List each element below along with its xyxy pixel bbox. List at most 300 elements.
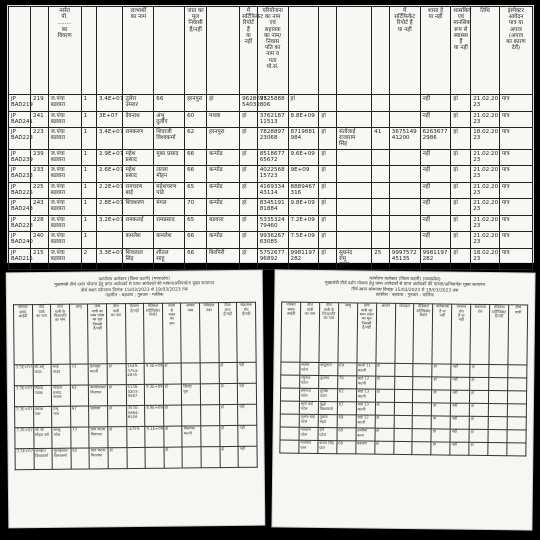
column-header: तीर्थ यात्री का मध्य प्रदेश का मूल निवासी हैं/नहीं [88,303,107,363]
table-cell: 76 [337,375,356,388]
table-cell: हां [240,128,258,150]
table-cell [488,416,507,429]
table-cell: नहीं [237,362,256,383]
table-cell: पात्र [499,199,532,216]
table-cell: नहीं [450,442,469,455]
table-cell: हां [470,390,489,403]
table-cell [412,428,431,441]
table-cell: 9981197 282 [420,248,451,270]
column-header: मोबाइल [394,303,414,363]
table-cell [336,166,371,183]
table-cell: 8889467 316 [288,182,319,199]
table-cell: गुलाब मेहरा [318,414,337,427]
table-cell: बुद्धा विश्वकर्मा [318,401,337,414]
table-cell: हां [164,447,183,468]
table-cell: हां [319,128,337,150]
table-cell: हां [451,95,471,112]
table-cell: पात्र [499,248,532,270]
table-cell: 9.6E+09 [288,149,319,166]
column-header: परिवार समग्र आईडी [281,302,301,362]
table-cell [372,95,390,112]
table-cell: 21.02.20 23 [471,111,500,128]
table-cell: हां [432,402,451,415]
left-document-caption [7,271,262,300]
table-cell: हां [374,441,393,454]
column-header: परिवार समग्र आईडी [14,304,33,364]
table-cell [281,375,300,388]
table-cell: 66 [185,149,207,166]
table-cell: हां [432,376,451,389]
table-cell [280,427,299,440]
caption-line: तहसील - बड़वारा ; गुरुवार - मालिक [375,292,434,299]
table-cell [201,425,220,446]
table-cell: 8.9E+09 [145,405,164,426]
table-row [9,248,533,270]
caption-line: कार्यालय कलेक्टर (जिला कटनी) (मध्यप्रदेश) [98,276,170,283]
table-cell: 3.3E+07 [15,427,34,448]
table-cell: 8.8E+09 [288,111,319,128]
column-header: मोबाइल नंबर [200,302,219,362]
table-cell: 66 [185,166,207,183]
table-cell [201,446,220,467]
table-row [15,404,257,428]
table-row [9,166,533,183]
table-cell: हां [108,405,127,426]
table-cell: हरनपुरा [185,95,207,112]
table-cell: हां [319,182,337,199]
table-cell [372,111,390,128]
column-header: नर्सरा पी. ........ का विवरण [48,7,81,95]
table-cell: हां [451,166,471,183]
table-cell: शीतल साहू [154,248,185,270]
table-cell: नहीं [238,425,257,446]
table-cell: हां [319,248,337,270]
table-cell: 9981197 282 [288,248,319,270]
table-cell: 25 [372,248,390,270]
table-cell: 5138- 0203- 9587 [126,384,145,405]
table-cell: 3E+07 [97,111,123,128]
table-cell: हां [219,362,238,383]
table-row [14,362,256,386]
table-cell: संतोलाई राजाराम सिंह [336,128,371,150]
table-cell: हां [451,248,471,270]
table-cell [182,362,201,383]
column-header: परिचारक हैं या नहीं [432,303,452,363]
table-row [15,425,257,449]
table-cell [389,182,420,199]
column-header: संक्रामक रोग [470,304,490,364]
table-cell: बुधराम [318,375,337,388]
table-cell: पात्र [499,128,532,150]
column-header: में सर्टिफिकेट रिपोर्ट हैं या नहीं [389,7,420,95]
table-cell: JP BAD240 [9,232,31,249]
table-cell: मुलाईलाल विश्वकर्मा [52,448,71,469]
table-cell [372,182,390,199]
column-header: आधार [376,303,396,363]
table-cell: हां [470,364,489,377]
table-cell: शिवलाल सिंह [123,248,154,270]
table-cell: सुधनंद रामू पुरवा [336,248,371,270]
table-cell: 21.02.20 23 [471,182,500,199]
table-cell [507,416,526,429]
table-cell: 2.8E+07 [97,199,123,216]
table-cell: 21.02.20 23 [471,149,500,166]
right-document [272,270,534,529]
table-cell: हां [163,405,182,426]
table-cell: हां [319,149,337,166]
table-cell: 21.02.20 23 [471,215,500,232]
table-cell [336,111,371,128]
applicant-table-top [8,6,533,270]
column-header: आधार नंबर [181,302,200,362]
table-cell: 1 [81,182,96,199]
table-cell: मरई यादव [51,364,70,385]
table-cell [127,447,146,468]
table-cell: 3.2E+07 [97,215,123,232]
table-cell: 3.4E+07 [97,128,123,150]
table-cell: JP BAD223 [9,128,31,150]
table-cell: JP BAD241 [9,111,31,128]
table-cell [489,364,508,377]
table-cell: श्री अमृ यादव [33,364,52,385]
table-cell [394,402,413,415]
table-cell: हां [108,426,127,447]
caption-line: तहसील - बड़वारा ; गुरुवार - मालिक [105,292,164,299]
table-cell: हां [469,416,488,429]
table-cell: हां [451,128,471,150]
table-cell: JP BAD225 [9,182,31,199]
table-cell: महेशचरण पांडे [154,182,185,199]
table-cell: ग्राम कटवा विलायत [89,447,108,468]
table-cell: रामकलई [123,215,154,232]
table-cell: हां [375,402,394,415]
table-cell: 7828897 23068 [257,128,288,150]
table-cell: संतोष पटेल [300,362,319,375]
table-cell: हां [240,232,258,249]
table-cell: नहीं [451,364,470,377]
table-cell: 60 [185,111,207,128]
table-cell: 2.2E+07 [97,182,123,199]
table-cell: 5752677 96892 [257,248,288,270]
table-cell: 4022568 15723 [257,166,288,183]
table-cell: JP BAD215 [9,248,31,270]
table-cell: हां [470,403,489,416]
column-header [81,7,96,95]
caption-line: तीर्थ स्थान सोमनाथ दिनांक 15/03/2023 से 19/03/2023 तक [351,287,459,294]
table-cell: नहीं [420,149,451,166]
table-cell: हां [240,248,258,270]
table-cell: हां [240,166,258,183]
table-cell [372,166,390,183]
table-cell: मधवा [207,111,240,128]
column-header: तीर्थ यात्री के पिता/पति का नाम [319,302,339,362]
column-header: तीर्थ यात्री का नाम [32,304,51,364]
table-row [9,215,533,232]
table-cell [201,404,220,425]
table-row [9,182,533,199]
table-cell: 62 [71,448,90,469]
table-cell: हां [240,149,258,166]
table-cell: 8345191 81884 [257,199,288,216]
table-cell: ज.पंचा बडवारा [48,232,81,249]
table-cell: हरि पटेल [318,427,337,440]
table-cell: 21.02.20 23 [471,232,500,249]
table-cell: पात्र [499,215,532,232]
table-cell [280,388,299,401]
table-cell: बडवारा [207,215,240,232]
table-cell: 62 [337,388,356,401]
table-cell: हां [207,95,240,112]
table-cell: नहीं [420,215,451,232]
table-cell [507,429,526,442]
column-header: लाभार्थी का नाम [123,7,154,95]
table-cell: नहीं [420,182,451,199]
table-cell: 1 [81,232,96,249]
column-header: आयु [69,304,88,364]
column-header [372,7,390,95]
table-cell: रामचरण बाई [123,182,154,199]
table-cell [394,415,413,428]
column-header: संक्रामक रोग हैं/नहीं [237,302,256,362]
table-cell: JP BAD243 [9,199,31,216]
table-cell: नहीं [420,199,451,216]
table-cell: 67 [70,406,89,427]
table-cell: हां [107,363,126,384]
table-cell: 9628695 54032 [240,95,258,112]
table-cell [336,149,371,166]
table-cell: -4759- [126,426,145,447]
table-cell [389,232,420,249]
table-cell: मुका प्रसाद [154,149,185,166]
table-cell: 9E+09 [288,166,319,183]
column-header: टीका लगा हैं/नहीं [218,302,237,362]
table-cell: हां [108,447,127,468]
table-cell [200,362,219,383]
table-cell [413,389,432,402]
table-cell: महेश प्रसाद [123,149,154,166]
table-cell: ग्राम कटवा विलायत [89,426,108,447]
table-row [9,95,533,112]
table-cell: पात्र [499,182,532,199]
table-cell: हरनपुरा कटनी [89,363,108,384]
applicant-table-right [279,301,528,456]
table-cell: 21.02.20 23 [471,95,500,112]
table-cell: मंगल [154,199,185,216]
table-cell: हां [451,232,471,249]
table-cell: हां [240,199,258,216]
table-cell: नहीं [238,446,257,467]
table-cell: 68 [337,414,356,427]
table-cell: हां [163,384,182,405]
table-cell: 8719881 984 [288,128,319,150]
table-cell: 7.5E+09 [288,232,319,249]
table-cell: रामकरण [123,128,154,150]
table-cell [372,199,390,216]
table-cell: महेश प्रसाद [123,166,154,183]
table-cell: माली 11 कटनी [356,363,375,376]
table-cell [413,376,432,389]
table-cell: नहीं [420,95,451,112]
column-header [207,7,240,95]
table-cell: 3.3E+07 [14,385,33,406]
table-cell: 60 [337,440,356,453]
table-cell: कमल सिंह पाल [318,440,337,453]
column-header [31,7,49,95]
table-cell: तुलसा पटेल [318,388,337,401]
table-cell: 65 [185,215,207,232]
table-cell: 239 [31,149,49,166]
table-cell: पात्र [499,95,532,112]
table-cell: 66 [185,232,207,249]
table-cell: 9997572 45135 [389,248,420,270]
table-cell: बार्ड 13 कटनी [356,402,375,415]
table-cell: 1 [81,111,96,128]
table-cell: नहीं [420,232,451,249]
table-cell: पात्र [499,149,532,166]
table-cell [389,95,420,112]
table-cell [97,232,123,249]
table-cell: 66 [185,248,207,270]
table-cell: 3762187 11513 [257,111,288,128]
table-cell [336,199,371,216]
table-cell: 69 [338,362,357,375]
table-cell: 2.6E+07 [97,166,123,183]
table-cell: हां [375,428,394,441]
table-cell: नहीं [451,377,470,390]
table-cell: 73 [71,427,90,448]
table-row [9,149,533,166]
table-cell: हां [240,111,258,128]
table-cell [412,441,431,454]
table-cell: 21.02.20 23 [471,199,500,216]
table-cell: 1549- 3754- 4635 [126,363,145,384]
table-cell: 62 [337,401,356,414]
table-cell: लल्लू पटेल [52,427,71,448]
table-cell [145,447,164,468]
table-cell: JP BAD228 [9,215,31,232]
table-cell: 1 [81,95,96,112]
table-cell [488,442,507,455]
table-cell [372,232,390,249]
table-row [280,440,526,456]
table-cell: नहीं [238,404,257,425]
column-header: दिव्यांग हैं/नहीं [125,303,144,363]
table-cell: 41 [372,128,390,150]
table-cell: 70 [185,199,207,216]
table-row [9,111,533,128]
table-cell: कन्पोड [207,232,240,249]
table-cell [281,362,300,375]
table-cell: 3.3E+07 [15,406,34,427]
table-cell [389,199,420,216]
column-header: तीर्थ यात्री के पिता/पति का नाम [51,304,70,364]
table-cell: पात्र [499,232,532,249]
column-header [9,7,31,95]
table-cell: हां [240,182,258,199]
right-document-caption [275,270,534,300]
table-cell: हां [219,383,238,404]
column-header: इंस्पेक्टर आवेदन पात्र या अपात्र (अपात्र का कारण देवें) [499,7,532,95]
table-cell: 9.8E+09 [288,199,319,216]
table-cell [389,215,420,232]
table-cell [508,390,527,403]
table-cell [393,441,412,454]
table-cell [372,149,390,166]
table-cell: 3.3E+07 [14,364,33,385]
column-header [97,7,123,95]
applicant-table-left [13,301,258,470]
table-cell: ज.पंचा बडवारा [48,111,81,128]
table-cell: 243 [31,199,49,216]
table-cell: हां [375,389,394,402]
table-cell [200,383,219,404]
table-cell: 219 [31,95,49,112]
table-cell: विलायत कटनी [182,425,201,446]
table-cell: 8518677 65672 [257,149,288,166]
table-cell: सूर्या बाई पटेल [299,401,318,414]
table-cell [489,390,508,403]
table-cell: हां [319,199,337,216]
caption-line: तीर्थ स्थान सोमनाथ दिनांक 15/03/2023 से 19/03/2023 तक [80,287,188,294]
table-cell: नहीं [420,111,451,128]
column-header: मेडिकल सर्टिफिकेट रिपोर्ट [413,303,433,363]
table-cell: हां [240,215,258,232]
table-cell: 223 [31,128,49,150]
table-cell: 73 [70,364,89,385]
table-cell [389,149,420,166]
table-cell: हां [431,441,450,454]
table-cell [488,403,507,416]
table-cell: उमरिया कला [356,428,375,441]
table-cell: नहीं [238,383,257,404]
column-header: शासकिय एवं मानसिक रूप से स्वास्थ्य हैं या नहीं [451,7,471,95]
table-cell: देवनाथ [123,111,154,128]
column-header: आयु [338,302,358,362]
table-cell: 1 [81,199,96,216]
column-header: मेडिकल सर्टिफिकेट रिपोर्ट [144,303,163,363]
table-cell: तुलेरा उमरार [123,95,154,112]
table-cell [394,428,413,441]
table-cell [319,95,337,112]
caption-line: कार्यालय कलेक्टर (जिला कटनी) (मध्यप्रदेश) [369,276,441,283]
table-row [14,383,256,407]
table-cell: बार्ड 12 कटनी [356,376,375,389]
table-cell: 3675149 41200 [389,128,420,150]
table-cell: हां [451,111,471,128]
table-cell [413,402,432,415]
table-cell: 18.02.20 23 [471,248,500,270]
table-row [9,232,533,249]
table-cell: 6263677 2986 [420,128,451,150]
table-cell: 9.3E+09 [145,384,164,405]
table-cell [394,376,413,389]
table-cell: प्रकाश पाल [33,406,52,427]
column-header: प्रदेश से बाहर का नाम [162,303,181,363]
table-cell: गयाराम पटेल [299,427,318,440]
table-cell [394,363,413,376]
table-cell: हां [469,442,488,455]
table-cell: कन्पोड [207,182,240,199]
column-header [288,7,319,95]
caption-line: मुख्यमंत्री तीर्थ दर्शन योजना हेतु प्राप्त आवेदकों से प्राप्त आवेदकों की पात्रता/अनिवार्यता मुख्य सत्यापन [324,281,485,289]
table-cell [280,414,299,427]
table-cell: शिवशरण [123,199,154,216]
table-cell: 62 [70,385,89,406]
table-cell: हां [432,389,451,402]
table-cell: 18.02.20 23 [471,128,500,150]
table-cell: 3530- 5664- 6526 [126,405,145,426]
column-header: में सर्टिफिकेट रिपोर्ट हैं या नहीं [240,7,258,95]
